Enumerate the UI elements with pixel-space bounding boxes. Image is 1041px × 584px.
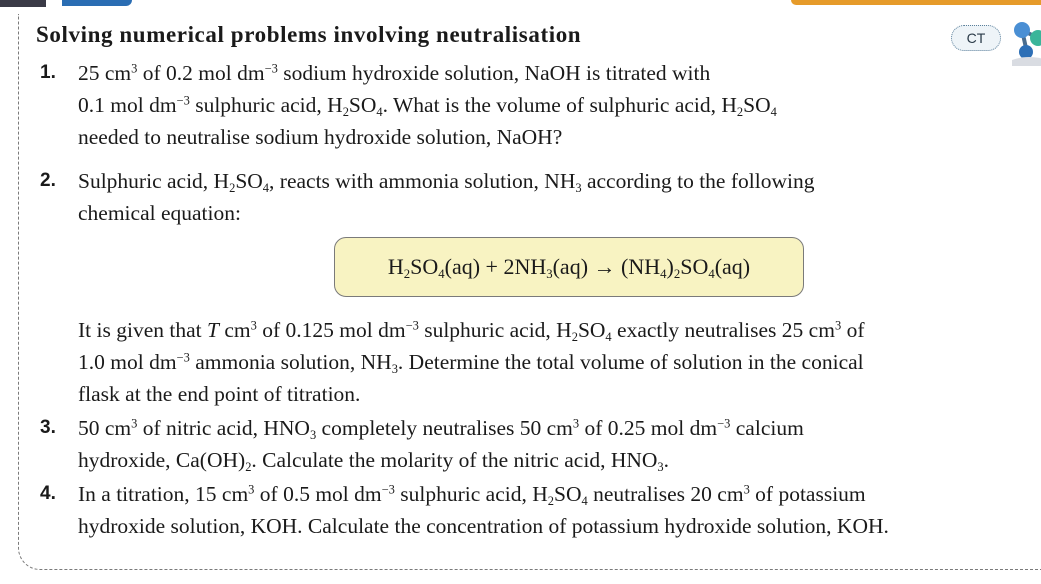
question-text-line: hydroxide solution, KOH. Calculate the concentration of potassium hydroxide solution, KOH. bbox=[78, 514, 889, 538]
question-text-line: chemical equation: bbox=[78, 201, 241, 225]
chemical-equation: $H_2SO_4(aq) + 2NH_3(aq) \to (NH_4)_2SO_4(aq)$ bbox=[387, 254, 751, 282]
question-text-line: It is given that T $cm^3$ of 0.125 mol $dm^{-3}$ sulphuric acid, $H_2SO_4$ exactly neutralises 25 $cm^3$ of bbox=[78, 318, 865, 344]
accent-dark bbox=[0, 0, 46, 7]
question-text-line: Sulphuric acid, $H_2SO_4$, reacts with ammonia solution, $NH_3$ according to the following bbox=[78, 169, 815, 195]
question-1 bbox=[40, 57, 777, 153]
question-text-line: needed to neutralise sodium hydroxide solution, NaOH? bbox=[78, 125, 563, 149]
question-text-line: 50 $cm^3$ of nitric acid, $HNO_3$ completely neutralises 50 $cm^3$ of 0.25 mol $dm^{-3}$ calcium bbox=[78, 416, 804, 442]
question-text-line: hydroxide, $Ca(OH)_2$. Calculate the molarity of the nitric acid, $HNO_3$. bbox=[78, 448, 670, 474]
question-text-line: 25 $cm^3$ of 0.2 mol $dm^{-3}$ sodium hydroxide solution, NaOH is titrated with bbox=[78, 61, 711, 85]
equation-box bbox=[334, 237, 804, 297]
question-text-line: flask at the end point of titration. bbox=[78, 382, 361, 406]
accent-orange bbox=[791, 0, 1041, 5]
question-text-line: 1.0 mol $dm^{-3}$ ammonia solution, $NH_3$. Determine the total volume of solution in the conical bbox=[78, 350, 864, 376]
question-2-continued bbox=[40, 314, 864, 410]
ct-badge: CT bbox=[951, 25, 1001, 51]
question-number: 2. bbox=[40, 170, 56, 191]
accent-blue bbox=[62, 0, 132, 6]
question-text-line: 0.1 mol $dm^{-3}$ sulphuric acid, $H_2SO_4$. What is the volume of sulphuric acid, $H_2SO_4$ bbox=[78, 93, 777, 119]
question-number: 1. bbox=[40, 62, 56, 83]
molecule-icon bbox=[1008, 14, 1041, 66]
question-3 bbox=[40, 412, 804, 476]
question-4 bbox=[40, 478, 889, 542]
question-number: 3. bbox=[40, 417, 56, 438]
top-accent-bar bbox=[0, 0, 1041, 8]
question-number: 4. bbox=[40, 483, 56, 504]
page-title: Solving numerical problems involving neutralisation bbox=[36, 22, 582, 47]
question-2 bbox=[40, 165, 814, 229]
question-text-line: In a titration, 15 $cm^3$ of 0.5 mol $dm^{-3}$ sulphuric acid, $H_2SO_4$ neutralises 20 $cm^3$ of potassium bbox=[78, 482, 866, 508]
